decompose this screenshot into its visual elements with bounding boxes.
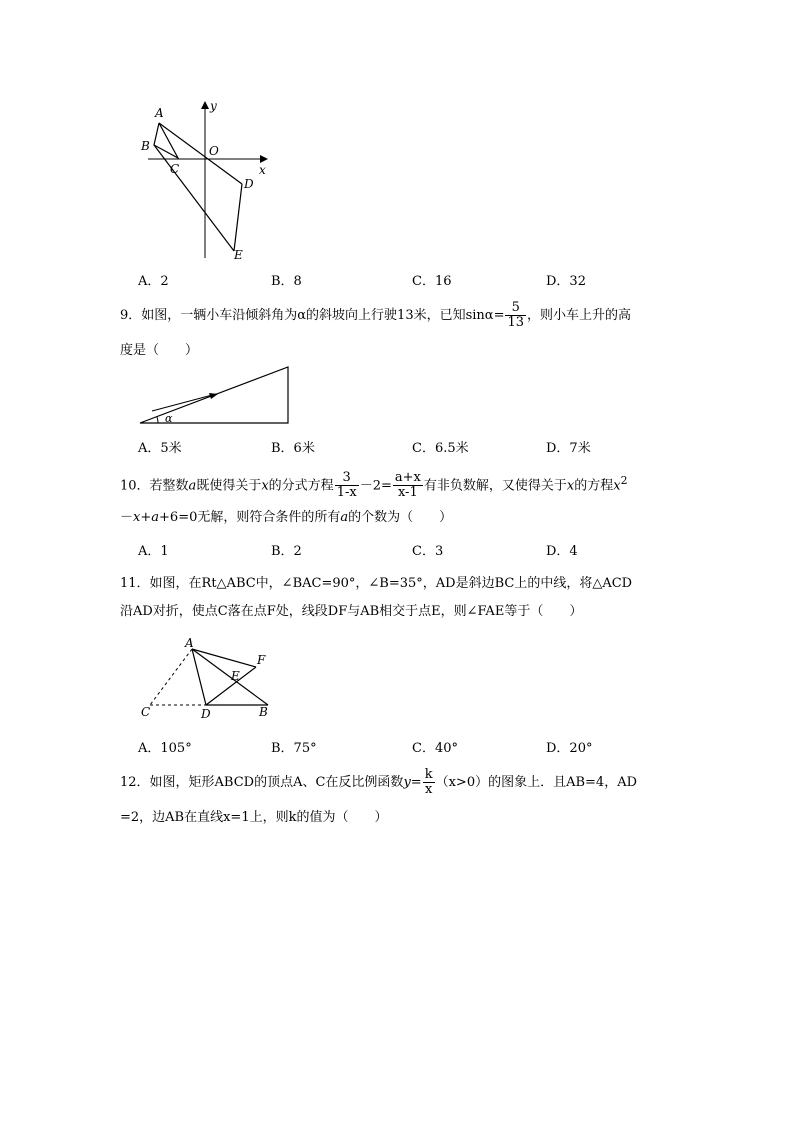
q10-l2-a: a xyxy=(151,510,160,525)
segment-af xyxy=(192,649,256,667)
q10-l2-a2: a xyxy=(340,510,349,525)
q9-option-a[interactable]: A．5米 xyxy=(138,441,182,456)
q10-frac1-num: 3 xyxy=(335,471,359,486)
q9-text-line2: 度是（ ） xyxy=(120,343,199,358)
q11-option-b[interactable]: B．75° xyxy=(271,741,317,756)
q9-option-c[interactable]: C．6.5米 xyxy=(412,441,469,456)
q9-line1 xyxy=(120,298,680,334)
label-a: A xyxy=(155,106,164,120)
q12-frac-num: k xyxy=(424,767,433,782)
q10-option-a[interactable]: A．1 xyxy=(138,544,169,559)
q10-l2-x: x xyxy=(133,510,141,525)
segment-de xyxy=(234,184,242,251)
x-axis-arrow xyxy=(260,155,268,163)
q10-text-5: 有非负数解，又使得关于 xyxy=(423,478,567,494)
q12-eq: = xyxy=(410,775,422,790)
label-x: x xyxy=(259,163,266,177)
q11-line2 xyxy=(120,594,680,630)
segment-ac-dashed xyxy=(150,649,192,705)
q10-fraction-1 xyxy=(335,471,359,500)
q10-l2-minus: － xyxy=(120,510,134,525)
q10-exponent: 2 xyxy=(620,474,628,487)
q11-text-line2: 沿AD对折，使点C落在点F处，线段DF与AB相交于点E，则∠FAE等于（ ） xyxy=(120,604,583,619)
q8-options xyxy=(138,270,698,292)
q10-fraction-2 xyxy=(393,471,423,500)
q10-options xyxy=(138,540,698,562)
label-c: C xyxy=(170,162,180,176)
q11-figure xyxy=(138,634,278,724)
label-e: E xyxy=(234,248,243,262)
q10-text-2: 既使得关于 xyxy=(196,478,262,494)
q10-l2-end: 的个数为（ ） xyxy=(348,510,453,525)
q9-text-prefix: 9．如图，一辆小车沿倾斜角为α的斜坡向上行驶13米，已知sinα= xyxy=(120,308,505,323)
q11-options xyxy=(138,737,698,759)
label-a: A xyxy=(185,636,194,650)
q8-option-b[interactable]: B．8 xyxy=(271,274,302,289)
q8-figure xyxy=(138,96,278,266)
q9-figure xyxy=(138,364,294,428)
q8-option-a[interactable]: A．2 xyxy=(138,274,169,289)
q8-option-d[interactable]: D．32 xyxy=(546,274,586,289)
q10-text-3: 的分式方程 xyxy=(268,478,334,494)
q10-var-x: x xyxy=(261,478,269,494)
q10-line1 xyxy=(120,463,680,504)
q12-line2 xyxy=(120,800,680,836)
q9-option-b[interactable]: B．6米 xyxy=(271,441,315,456)
alpha-label: α xyxy=(165,412,173,425)
q10-option-d[interactable]: D．4 xyxy=(546,544,578,559)
q12-line1 xyxy=(120,765,680,801)
q12-text-line2: =2，边AB在直线x=1上，则k的值为（ ） xyxy=(120,810,388,825)
q10-text-6: 的方程 xyxy=(574,478,614,494)
q10-text-1: 10．若整数 xyxy=(120,478,189,494)
label-f: F xyxy=(257,653,266,667)
q10-option-b[interactable]: B．2 xyxy=(271,544,302,559)
q12-fraction xyxy=(423,768,435,797)
q9-frac-den: 13 xyxy=(507,315,525,330)
arrow-shaft xyxy=(152,394,216,411)
label-e: E xyxy=(231,669,240,683)
q11-text-line1: 11．如图，在Rt△ABC中，∠BAC=90°，∠B=35°，AD是斜边BC上的中线，将△ACD xyxy=(120,576,633,591)
arrow-head xyxy=(209,393,218,399)
q10-l2-plus: + xyxy=(140,510,152,525)
q8-option-c[interactable]: C．16 xyxy=(412,274,452,289)
angle-arc xyxy=(157,417,158,423)
q9-option-d[interactable]: D．7米 xyxy=(546,441,591,456)
q9-frac-num: 5 xyxy=(505,301,526,316)
q12-text-cond: （x>0）的图象上．且AB=4，AD xyxy=(435,775,638,790)
q12-frac-den: x xyxy=(424,782,433,797)
label-o: O xyxy=(209,144,219,158)
q9-text-suffix: ，则小车上升的高 xyxy=(527,308,632,323)
q12-var-y: y xyxy=(403,775,411,790)
label-d: D xyxy=(244,177,254,191)
q9-fraction xyxy=(505,301,526,330)
label-c: C xyxy=(141,705,151,719)
label-b: B xyxy=(141,139,150,153)
q10-var-x2: x xyxy=(566,478,575,494)
q10-line2 xyxy=(120,500,680,536)
q9-options xyxy=(138,437,698,459)
q12-text-prefix: 12．如图，矩形ABCD的顶点A、C在反比例函数 xyxy=(120,775,404,790)
q10-frac2-num: a+x xyxy=(394,470,421,486)
q10-var-x3: x xyxy=(613,478,621,494)
label-y: y xyxy=(210,99,217,113)
q10-text-4: －2= xyxy=(359,478,392,494)
q10-option-c[interactable]: C．3 xyxy=(412,544,444,559)
q10-frac1-den: 1-x xyxy=(336,485,357,501)
line-be xyxy=(154,145,234,251)
y-axis-arrow xyxy=(201,101,209,109)
q10-frac2-den: x-1 xyxy=(397,485,418,501)
label-b: B xyxy=(259,705,268,719)
q10-var-a: a xyxy=(188,478,197,494)
q11-option-c[interactable]: C．40° xyxy=(412,741,458,756)
q11-option-a[interactable]: A．105° xyxy=(138,741,192,756)
label-d: D xyxy=(201,707,211,721)
q11-option-d[interactable]: D．20° xyxy=(546,741,593,756)
q10-l2-text: +6=0无解，则符合条件的所有 xyxy=(159,510,341,525)
